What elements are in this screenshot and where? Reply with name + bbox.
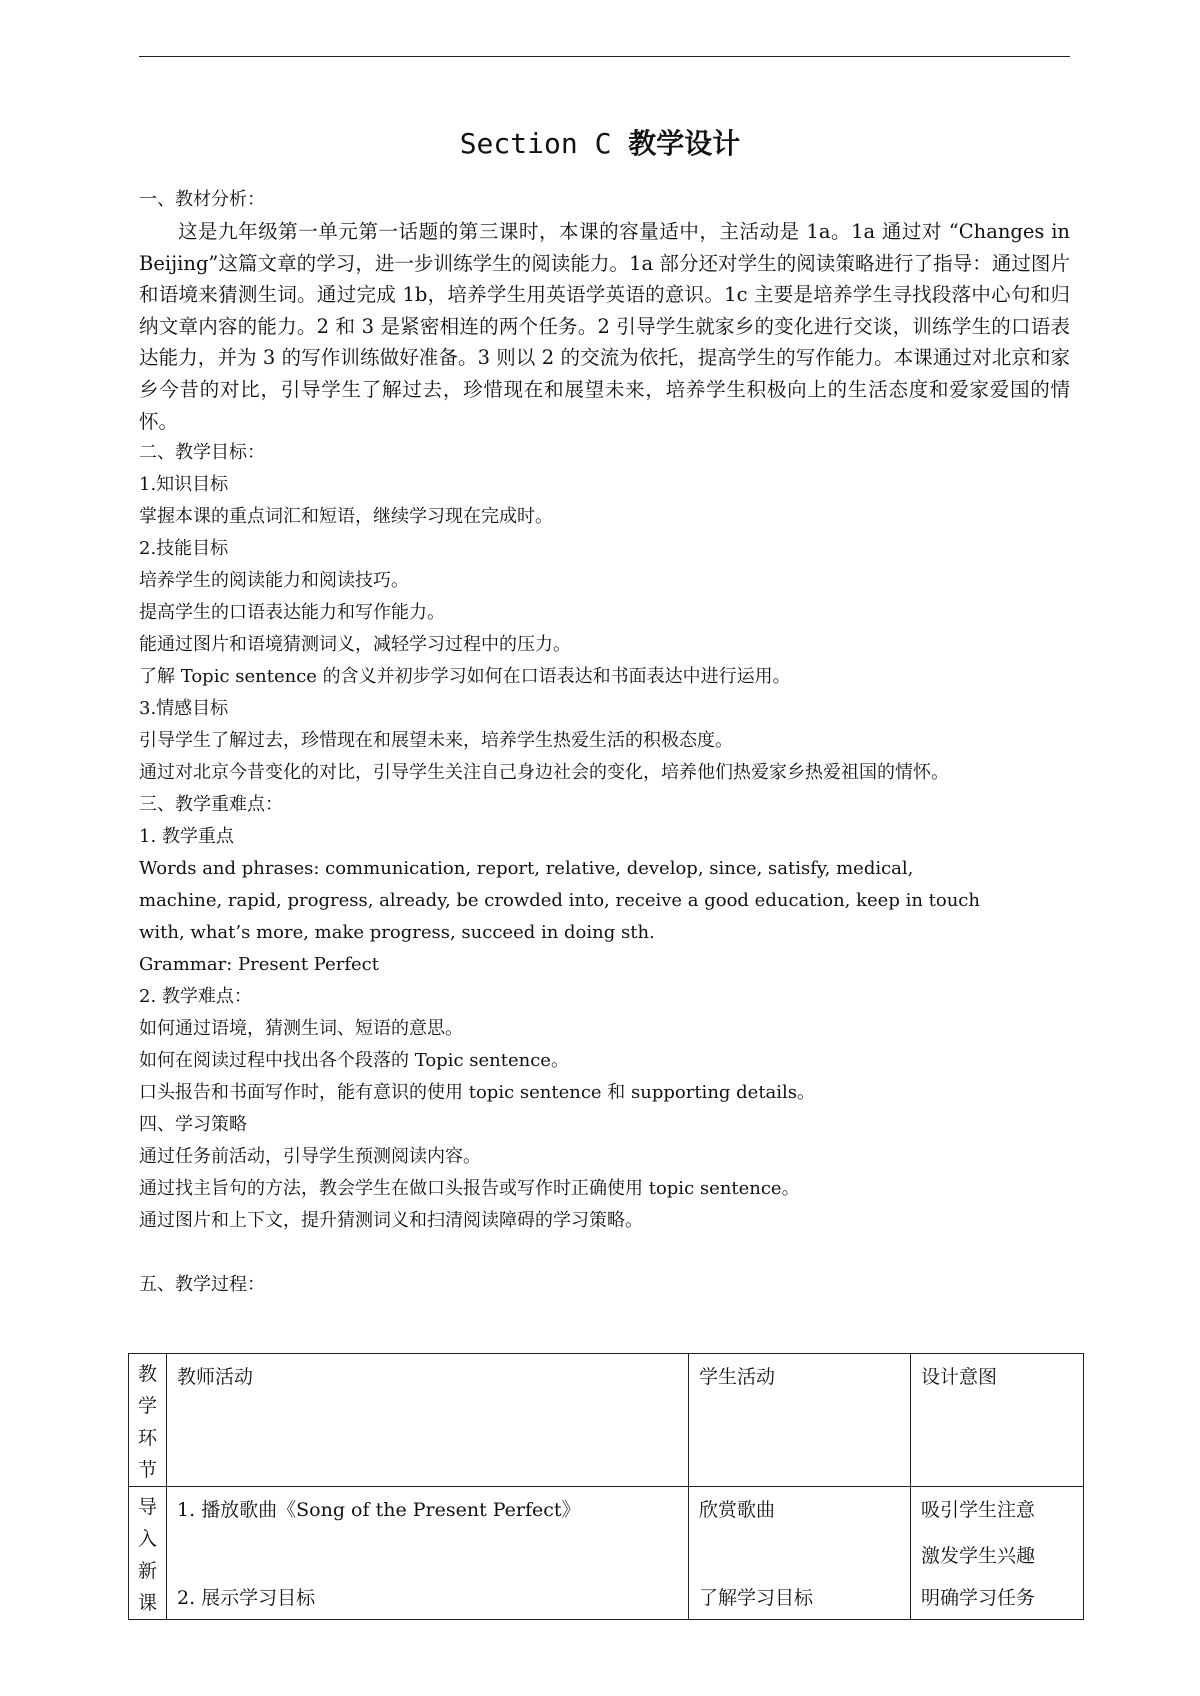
- goal3-line: 通过对北京今昔变化的对比，引导学生关注自己身边社会的变化，培养他们热爱家乡热爱祖国的情怀。: [139, 762, 949, 784]
- table-header-row: [129, 1354, 1084, 1487]
- stage-header-cell: [129, 1354, 167, 1487]
- strategy-line: 通过找主旨句的方法，教会学生在做口头报告或写作时正确使用 topic sentence。: [139, 1178, 800, 1200]
- goal1-heading: 1.知识目标: [139, 474, 229, 496]
- intent-header: 设计意图: [911, 1354, 1084, 1487]
- goal2-line: 了解 Topic sentence 的含义并初步学习如何在口语表达和书面表达中进行运用。: [139, 666, 791, 688]
- strategy-line: 通过图片和上下文，提升猜测词义和扫清阅读障碍的学习策略。: [139, 1210, 643, 1232]
- strategy-heading: 四、学习策略: [139, 1114, 247, 1136]
- design-intent-item: 激发学生兴趣: [921, 1545, 1036, 1567]
- stage-header-char: 教: [137, 1363, 157, 1385]
- key2-line: 口头报告和书面写作时，能有意识的使用 topic sentence 和 supporting details。: [139, 1082, 816, 1104]
- student-activity-cell: [689, 1487, 911, 1620]
- teacher-activity-item: 2. 展示学习目标: [177, 1587, 316, 1609]
- stage-cell: [129, 1487, 167, 1620]
- goal1-line: 掌握本课的重点词汇和短语，继续学习现在完成时。: [139, 506, 553, 528]
- key-points-heading: 三、教学重难点：: [139, 794, 283, 816]
- key2-line: 如何在阅读过程中找出各个段落的 Topic sentence。: [139, 1050, 569, 1072]
- analysis-paragraph: 这是九年级第一单元第一话题的第三课时，本课的容量适中，主活动是 1a。1a 通过对 “Changes in Beijing”这篇文章的学习，进一步训练学生的阅读能力。1a 部分还对学生的阅读策略进行了指导：通过图片和语境来猜测生词。通过完成 1b，培养学生用英语学英语的意识。1c 主要是培养学生寻找段落中心句和归纳文章内容的能力。2 和 3 是紧密相连的两个任务。2 引导学生就家乡的变化进行交谈，训练学生的口语表达能力，并为 3 的写作训练做好准备。3 则以 2 的交流为依托，提高学生的写作能力。本课通过对北京和家乡今昔的对比，引导学生了解过去，珍惜现在和展望未来，培养学生积极向上的生活态度和爱家爱国的情怀。: [139, 220, 1070, 433]
- design-intent-item: 吸引学生注意: [921, 1499, 1036, 1521]
- stage-char: 入: [137, 1528, 157, 1550]
- teacher-activity-cell: [167, 1487, 689, 1620]
- goals-heading: 二、教学目标：: [139, 442, 265, 464]
- strategy-line: 通过任务前活动，引导学生预测阅读内容。: [139, 1146, 481, 1168]
- student-activity-item: 欣赏歌曲: [699, 1499, 776, 1521]
- spacer: [139, 1237, 1070, 1269]
- stage-char: 新: [137, 1560, 157, 1582]
- goal2-line: 培养学生的阅读能力和阅读技巧。: [139, 570, 409, 592]
- student-activity-item: 了解学习目标: [699, 1587, 814, 1609]
- design-intent-item: 明确学习任务: [921, 1587, 1036, 1609]
- stage-header-char: 环: [137, 1427, 157, 1449]
- key1-line: Words and phrases: communication, report, relative, develop, since, satisfy, medical,: [139, 858, 914, 880]
- stage-header-char: 学: [137, 1395, 157, 1417]
- key2-line: 如何通过语境，猜测生词、短语的意思。: [139, 1018, 463, 1040]
- stage-char: 导: [137, 1496, 157, 1518]
- stage-header-char: 节: [137, 1459, 157, 1481]
- key1-line: machine, rapid, progress, already, be crowded into, receive a good education, keep in touch: [139, 890, 980, 912]
- analysis-heading: 一、教材分析：: [139, 189, 265, 210]
- stage-char: 课: [137, 1592, 157, 1614]
- key1-heading: 1. 教学重点: [139, 826, 234, 848]
- goal3-heading: 3.情感目标: [139, 698, 229, 720]
- document-body: [139, 184, 1070, 1301]
- title-en: Section C: [459, 127, 612, 160]
- teacher-header: 教师活动: [167, 1354, 689, 1487]
- goal2-line: 提高学生的口语表达能力和写作能力。: [139, 602, 445, 624]
- key2-heading: 2. 教学难点：: [139, 986, 252, 1008]
- goal2-heading: 2.技能目标: [139, 538, 229, 560]
- title-cn: 教学设计: [628, 127, 741, 160]
- page-title: [0, 124, 1200, 164]
- process-table: [128, 1353, 1084, 1620]
- goal3-line: 引导学生了解过去，珍惜现在和展望未来，培养学生热爱生活的积极态度。: [139, 730, 733, 752]
- key1-line: Grammar: Present Perfect: [139, 954, 379, 976]
- table-row: [129, 1487, 1084, 1620]
- teacher-activity-item: 1. 播放歌曲《Song of the Present Perfect》: [177, 1499, 581, 1521]
- key1-line: with, what’s more, make progress, succeed in doing sth.: [139, 922, 655, 944]
- student-header: 学生活动: [689, 1354, 911, 1487]
- design-intent-cell: [911, 1487, 1084, 1620]
- process-heading: 五、教学过程：: [139, 1274, 265, 1296]
- goal2-line: 能通过图片和语境猜测词义，减轻学习过程中的压力。: [139, 634, 571, 656]
- header-rule: [139, 56, 1070, 57]
